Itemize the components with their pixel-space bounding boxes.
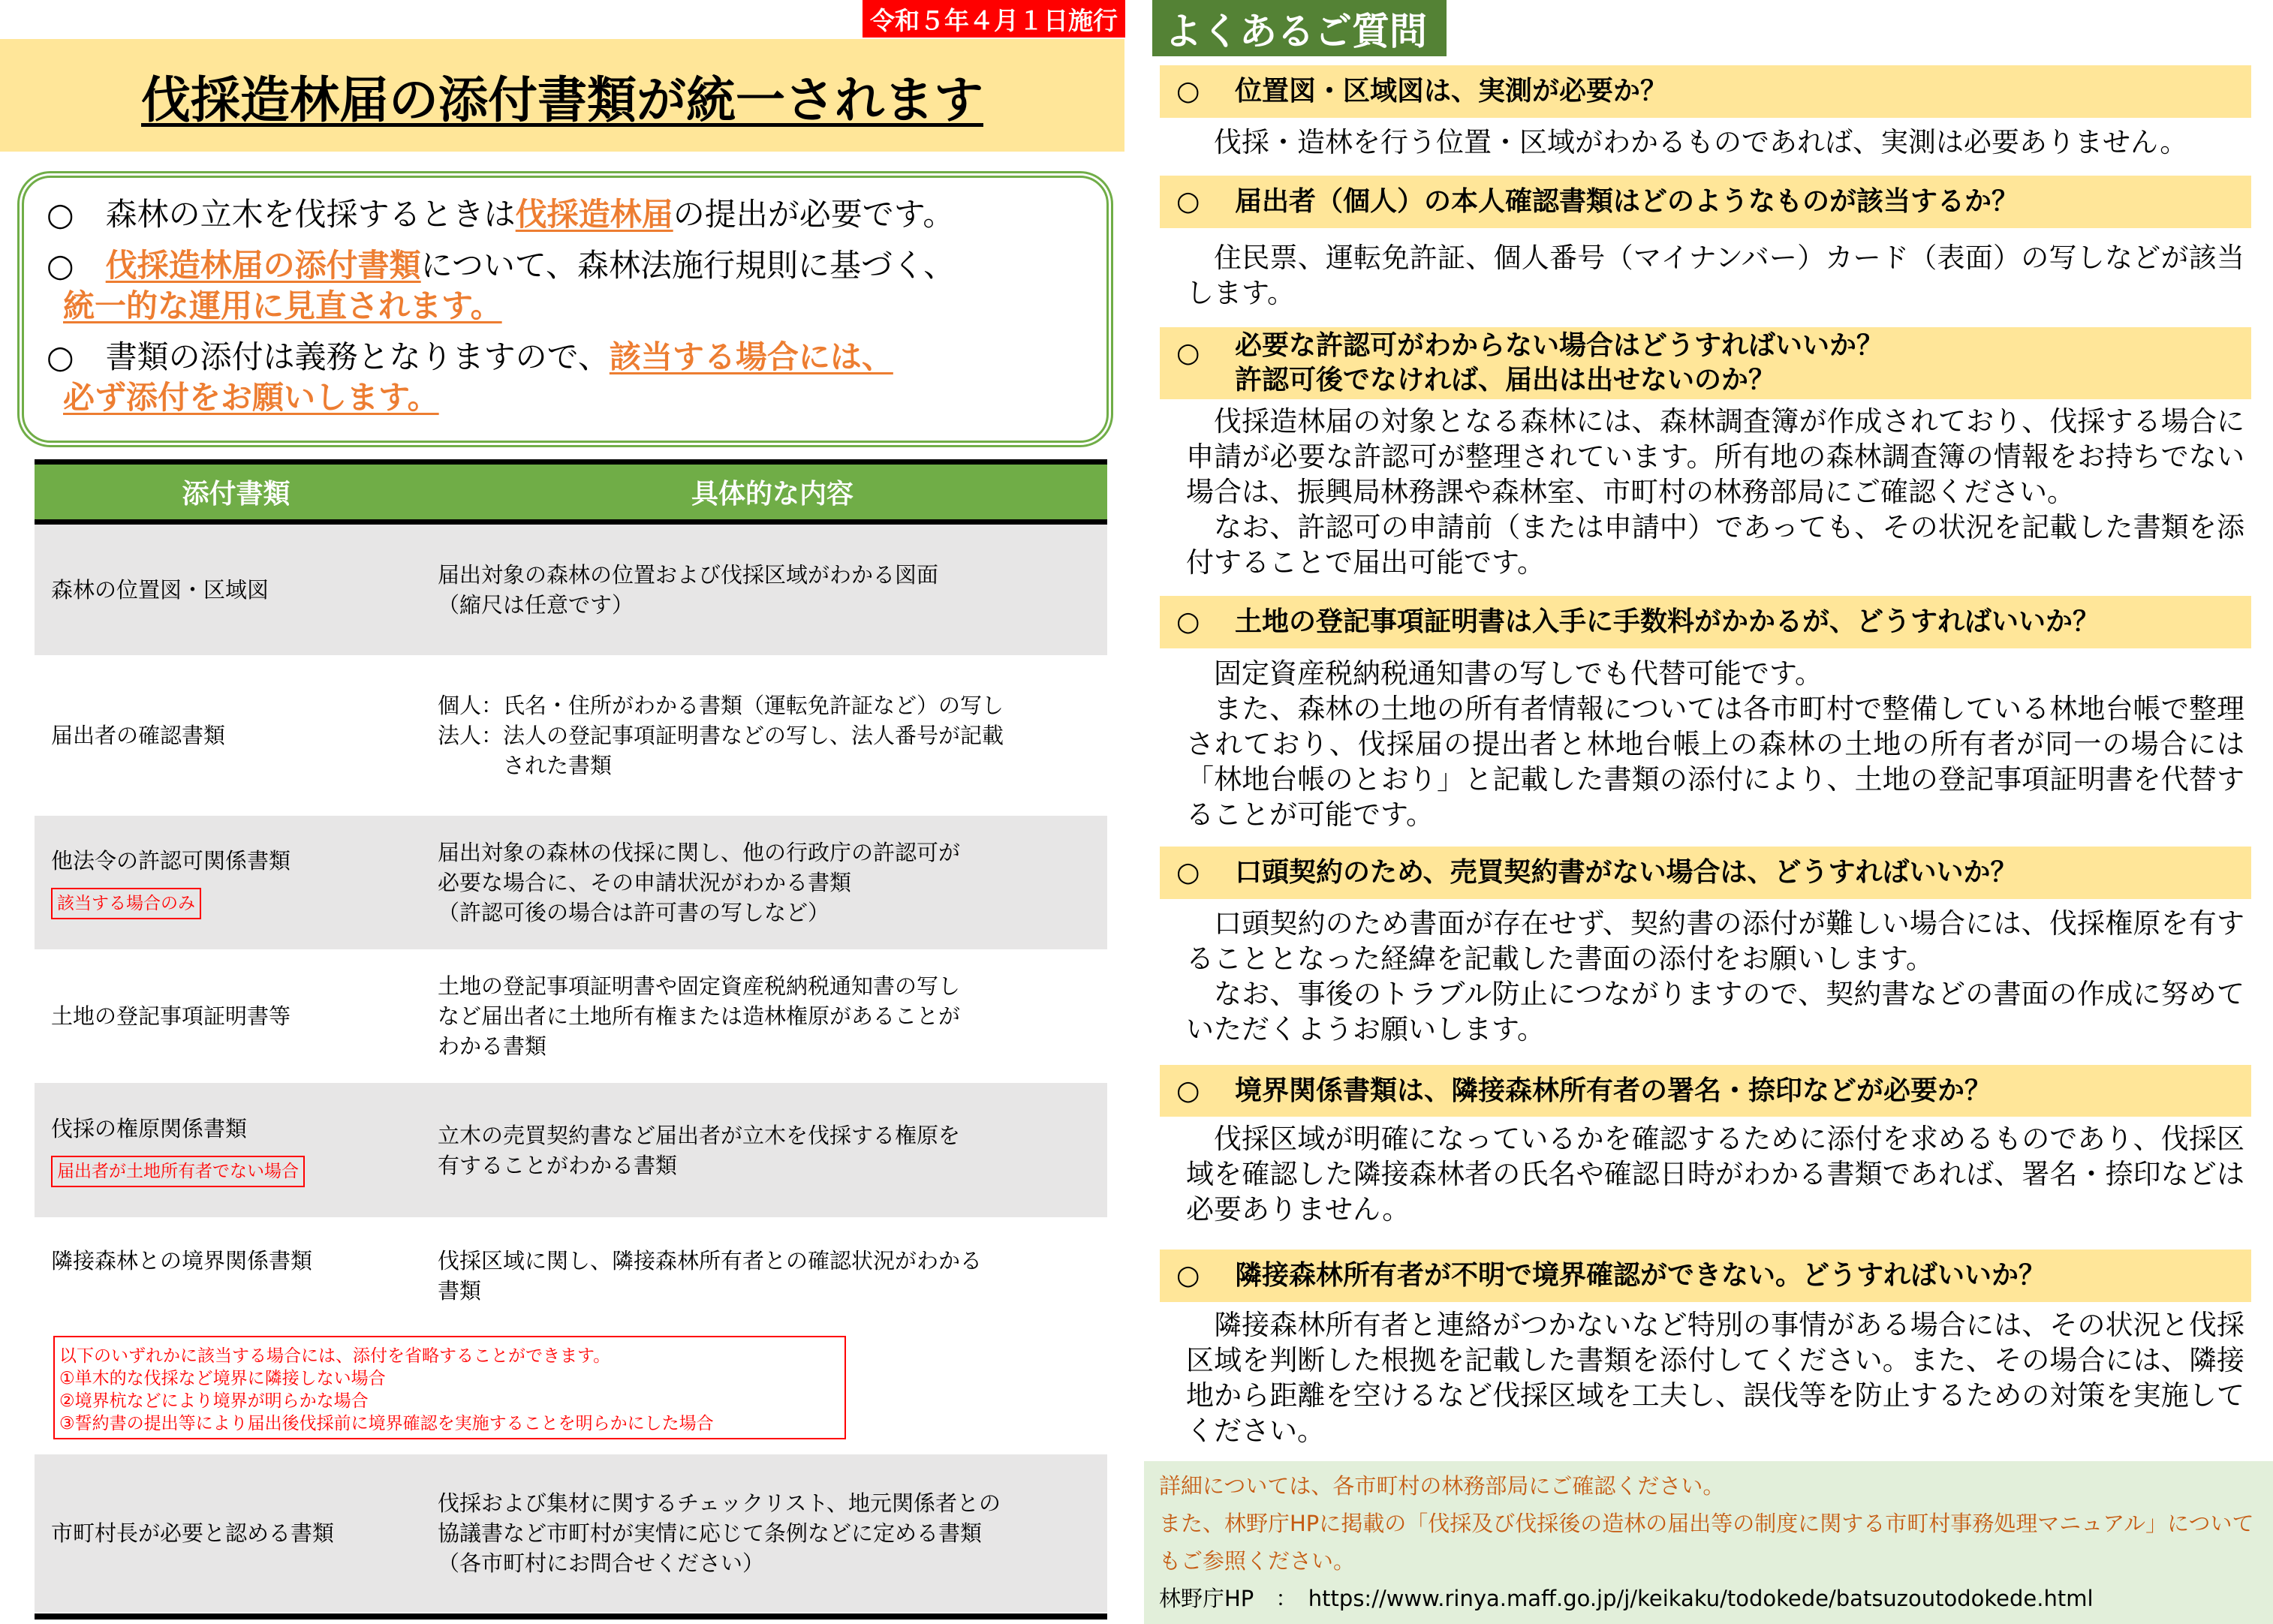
question-text: 境界関係書類は、隣接森林所有者の署名・捺印などが必要か？ <box>1235 1075 1992 1106</box>
table-row <box>35 816 1107 949</box>
row-label: 土地の登記事項証明書等 <box>51 1003 291 1029</box>
condition-tag: 該当する場合のみ <box>51 888 201 919</box>
answer-paragraph: なお、事後のトラブル防止につながりますので、契約書などの書面の作成に努めていただくようお願いします。 <box>1186 978 2244 1045</box>
faq-answer <box>1186 1307 2244 1448</box>
faq-question <box>1160 847 2251 899</box>
row-label: 伐採の権原関係書類 <box>51 1115 248 1141</box>
bullet-circle-icon: ○ <box>1176 857 1200 888</box>
content-line: 個人：氏名・住所がわかる書類（運転免許証など）の写し <box>438 693 1004 718</box>
content-line: （許認可後の場合は許可書の写しなど） <box>438 900 830 925</box>
content-line: わかる書類 <box>438 1033 547 1059</box>
answer-paragraph: 口頭契約のため書面が存在せず、契約書の添付が難しい場合には、伐採権原を有することとなった経緯を記載した書面の添付をお願いします。 <box>1186 907 2244 975</box>
table-row <box>35 1083 1107 1217</box>
header-documents: 添付書類 <box>182 479 291 510</box>
faq-question <box>1160 327 2251 399</box>
table-row <box>35 949 1107 1083</box>
question-text: 土地の登記事項証明書は入手に手数料がかかるが、どうすればいいか？ <box>1235 606 2100 637</box>
row-label: 届出者の確認書類 <box>51 723 226 748</box>
text <box>74 247 106 284</box>
summary-box <box>17 171 1113 447</box>
table-row <box>35 655 1107 816</box>
content-line: （各市町村にお問合せください） <box>438 1550 765 1576</box>
row-label: 隣接森林との境界関係書類 <box>51 1248 313 1274</box>
faq-answer <box>1186 125 2244 160</box>
note-line: 以下のいずれかに該当する場合には、添付を省略することができます。 <box>59 1346 611 1366</box>
content-line: （縮尺は任意です） <box>438 592 634 618</box>
faq-answer <box>1186 404 2244 580</box>
bullet-circle-icon: ○ <box>47 338 74 375</box>
highlight: 伐採造林届 <box>515 196 673 233</box>
answer-paragraph: 伐採造林届の対象となる森林には、森林調査簿が作成されており、伐採する場合に申請が必要な許認可が整理されています。所有地の森林調査簿の情報をお持ちでない場合は、振興局林務課や森林室、市町村の林務部局にご確認ください。 <box>1186 405 2244 508</box>
highlight: 伐採造林届の添付書類 <box>105 247 421 284</box>
faq-answer <box>1186 656 2244 832</box>
question-text: 届出者（個人）の本人確認書類はどのようなものが該当するか？ <box>1235 186 2019 217</box>
table-header <box>35 459 1107 525</box>
faq-question <box>1160 1250 2251 1302</box>
page-title: 伐採造林届の添付書類が統一されます <box>141 71 983 129</box>
content-line: 届出対象の森林の伐採に関し、他の行政庁の許認可が <box>438 840 961 865</box>
omission-note <box>53 1336 846 1439</box>
bullet-circle-icon: ○ <box>1176 1075 1200 1106</box>
faq-answer <box>1186 240 2244 311</box>
bullet-circle-icon: ○ <box>1176 1260 1200 1291</box>
highlight: 必ず添付をお願いします。 <box>63 379 439 416</box>
answer-paragraph: 住民票、運転免許証、個人番号（マイナンバー）カード（表面）の写しなどが該当します。 <box>1186 242 2244 309</box>
faq-question <box>1160 65 2251 118</box>
bullet-circle-icon: ○ <box>1176 186 1200 217</box>
header-content: 具体的な内容 <box>691 479 854 510</box>
row-label: 森林の位置図・区域図 <box>51 577 269 603</box>
content-line: など届出者に土地所有権または造林権原があることが <box>438 1003 961 1029</box>
table-bottom-rule <box>35 1613 1107 1619</box>
content-line: 立木の売買契約書など届出者が立木を伐採する権原を <box>438 1122 961 1148</box>
faq-answer <box>1186 906 2244 1047</box>
url-label: 林野庁HP ： <box>1159 1586 1308 1611</box>
answer-paragraph: また、森林の土地の所有者情報については各市町村で整備している林地台帳で整理されており、伐採届の提出者と林地台帳上の森林の土地の所有者が同一の場合には「林地台帳のとおり」と記載した書類の添付により、土地の登記事項証明書を代替することが可能です。 <box>1186 693 2244 831</box>
content-line: 伐採区域に関し、隣接森林所有者との確認状況がわかる <box>438 1248 983 1274</box>
highlight: 統一的な運用に見直されます。 <box>63 287 502 324</box>
table-row <box>35 525 1107 655</box>
note-line: ①単木的な伐採など境界に隣接しない場合 <box>59 1369 386 1388</box>
summary-line-1 <box>47 194 1084 235</box>
question-text: 隣接森林所有者が不明で境界確認ができない。どうすればいいか？ <box>1235 1260 2046 1291</box>
condition-tag: 届出者が土地所有者でない場合 <box>51 1156 305 1187</box>
bullet-circle-icon: ○ <box>47 247 74 284</box>
content-line: 伐採および集材に関するチェックリスト、地元関係者との <box>438 1490 1001 1516</box>
highlight: 該当する場合には、 <box>609 338 893 375</box>
question-text: 位置図・区域図は、実測が必要か？ <box>1235 76 1668 107</box>
note-line: ③誓約書の提出等により届出後伐採前に境界確認を実施することを明らかにした場合 <box>59 1414 714 1433</box>
content-line: 書類 <box>438 1278 482 1304</box>
content-line: 協議書など市町村が実情に応じて条例などに定める書類 <box>438 1520 983 1546</box>
text: の提出が必要です。 <box>673 196 955 233</box>
faq-heading: よくあるご質問 <box>1152 0 1447 56</box>
faq-question <box>1160 176 2251 228</box>
footer-info <box>1144 1461 2273 1624</box>
note-line: ②境界杭などにより境界が明らかな場合 <box>59 1391 369 1411</box>
effective-date-badge: 令和５年４月１日施行 <box>863 0 1125 38</box>
bullet-circle-icon: ○ <box>1176 338 1200 368</box>
question-text: 必要な許認可がわからない場合はどうすればいいか？ <box>1235 330 1884 361</box>
question-text: 口頭契約のため、売買契約書がない場合は、どうすればいいか？ <box>1235 857 2018 888</box>
summary-line-3 <box>47 286 1084 326</box>
footer-line: また、林野庁HPに掲載の「伐採及び伐採後の造林の届出等の制度に関する市町村事務処理マニュアル」についてもご参照ください。 <box>1159 1511 2254 1574</box>
text: 森林の立木を伐採するときは <box>74 196 516 233</box>
faq-question <box>1160 596 2251 648</box>
summary-line-4 <box>47 337 1084 377</box>
footer-line: 詳細については、各市町村の林務部局にご確認ください。 <box>1159 1473 1725 1499</box>
table-row <box>35 1454 1107 1612</box>
answer-paragraph: 伐採区域が明確になっているかを確認するために添付を求めるものであり、伐採区域を確認した隣接森林者の氏名や確認日時がわかる書類であれば、署名・捺印などは必要ありません。 <box>1186 1123 2244 1226</box>
answer-paragraph: 固定資産税納税通知書の写しでも代替可能です。 <box>1214 657 1823 690</box>
answer-paragraph: なお、許認可の申請前（または申請中）であっても、その状況を記載した書類を添付することで届出可能です。 <box>1186 511 2244 579</box>
answer-paragraph: 伐採・造林を行う位置・区域がわかるものであれば、実測は必要ありません。 <box>1214 126 2188 158</box>
bullet-circle-icon: ○ <box>47 196 74 233</box>
content-line: 届出対象の森林の位置および伐採区域がわかる図面 <box>438 562 939 588</box>
bullet-circle-icon: ○ <box>1176 606 1200 637</box>
content-line: 必要な場合に、その申請状況がわかる書類 <box>438 870 852 895</box>
text: について、森林法施行規則に基づく、 <box>420 247 956 284</box>
title-banner <box>0 39 1124 152</box>
faq-answer <box>1186 1121 2244 1227</box>
content-line: 有することがわかる書類 <box>438 1152 678 1178</box>
row-label: 他法令の許認可関係書類 <box>51 848 291 874</box>
answer-paragraph: 隣接森林所有者と連絡がつかないなど特別の事情がある場合には、その状況と伐採区域を判断した根拠を記載した書類を添付してください。また、その場合には、隣接地から距離を空けるなど伐採区域を工夫し、誤伐等を防止するための対策を実施してください。 <box>1186 1309 2244 1447</box>
faq-question <box>1160 1065 2251 1117</box>
content-line: 法人：法人の登記事項証明書などの写し、法人番号が記載 <box>438 723 1004 748</box>
row-label: 市町村長が必要と認める書類 <box>51 1520 335 1546</box>
text: 書類の添付は義務となりますので、 <box>74 338 610 375</box>
rinya-hp-link[interactable]: https://www.rinya.maff.go.jp/j/keikaku/todokede/batsuzoutodokede.html <box>1308 1586 2094 1611</box>
bullet-circle-icon: ○ <box>1176 76 1200 107</box>
summary-line-5 <box>47 377 1084 418</box>
question-text: 許認可後でなければ、届出は出せないのか？ <box>1235 365 1776 395</box>
content-line: 土地の登記事項証明書や固定資産税納税通知書の写し <box>438 973 961 999</box>
summary-line-2 <box>47 245 1084 286</box>
content-line: された書類 <box>438 753 613 778</box>
